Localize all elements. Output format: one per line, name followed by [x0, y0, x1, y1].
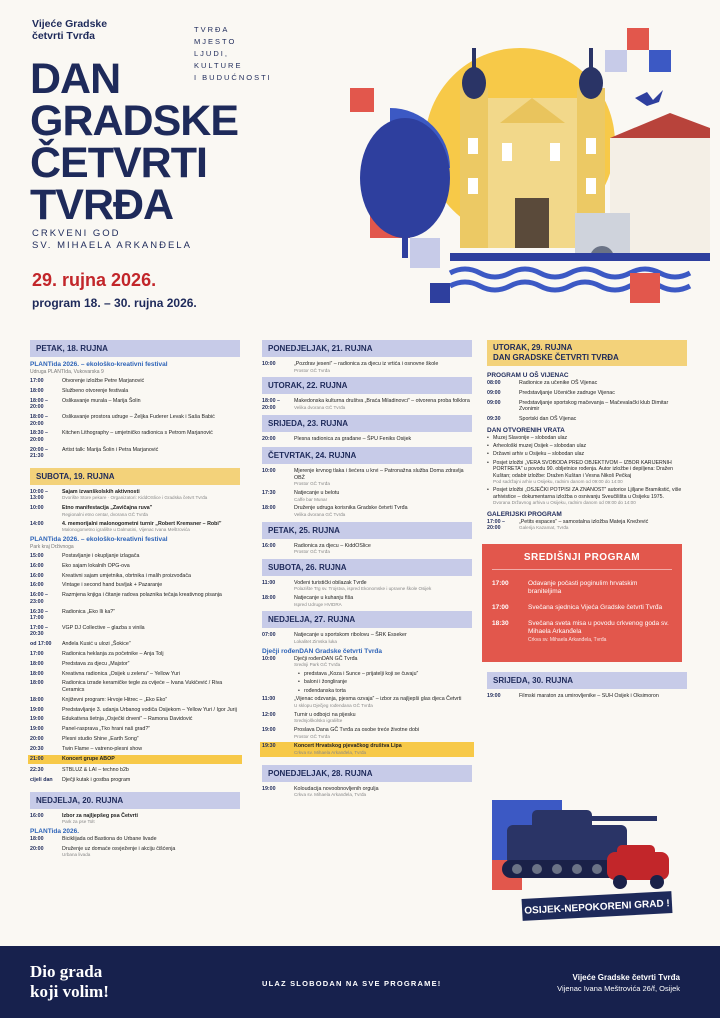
day-header: PETAK, 18. RUJNA [30, 340, 240, 357]
event-title: Oslikavanje prostora udruge – Željka Fuderer Levak i Saša Babić [62, 413, 215, 420]
column-3 [487, 336, 687, 703]
event-row [487, 519, 687, 532]
central-event-row [492, 604, 672, 612]
event-row [30, 716, 240, 723]
event-title: Filmski maraton za umirovljenike – SUH Osijek i Oksimoron [519, 692, 659, 699]
day-header: NEDJELJA, 20. RUJNA [30, 792, 240, 809]
event-location: Prostor GČ Tvrđa [294, 549, 330, 555]
event-row [30, 553, 240, 560]
event-title: Književni program: Hrvoje Hitrec – „Eko Eko” [62, 696, 168, 703]
event-time: cijeli dan [30, 777, 53, 783]
event-time: 14:00 [30, 520, 44, 527]
event-time: 20:00 [262, 436, 276, 443]
event-title: Svečana sveta misa u povodu crkvenog goda sv. Mihaela Arkanđela [528, 619, 669, 635]
column-2 [262, 336, 472, 801]
event-row [487, 400, 687, 413]
event-row [487, 693, 687, 700]
event-title: Turnir u odbojci na pijesku [294, 711, 356, 718]
event-row [30, 573, 240, 580]
event-title: Biciklijada od Bastiona do Urbane livade [62, 835, 157, 842]
event-time: 18:00 – 20:00 [262, 398, 280, 411]
event-time: 20:00 [30, 845, 44, 852]
event-title: „Pozdrav jeseni” – radionica za djecu iz vrtića i osnovne škole [294, 361, 439, 367]
section-title: DAN OTVORENIH VRATA [487, 426, 565, 434]
event-row [30, 505, 240, 517]
central-event-row [492, 580, 672, 596]
event-title: Edukativna šetnja „Osječki drveni” – Ramona Davidović [62, 716, 193, 723]
event-location: Malonogometno igralište u Dalmatini, Vijenac Ivana Meštrovića [62, 527, 190, 533]
event-title: „Vijenac odzvanja, pjesma ozvaja” – izbor za najljepši glas djeca Četvrti [294, 696, 462, 703]
day-header: SRIJEDA, 30. RUJNA [487, 672, 687, 689]
event-row [262, 468, 472, 487]
event-row [262, 580, 472, 592]
event-time: 20:00 [30, 735, 44, 742]
event-time: 08:00 [487, 380, 501, 386]
event-title: Eko sajam lokalnih OPG-ova [62, 562, 130, 569]
event-title: Kitchen Lithography – umjetničko radionica s Petrom Marjanović [62, 430, 213, 437]
central-program-box [482, 544, 682, 662]
church-illustration [350, 28, 710, 318]
event-time: 19:00 [262, 726, 276, 733]
list-item: • Muzej Slavonije – slobodan ulaz [487, 435, 687, 441]
event-title: Natjecanje u belotu [294, 489, 340, 496]
event-time: 18:00 [262, 505, 276, 512]
tank-sign-text: OSIJEK-NEPOKORENI GRAD ! [524, 898, 671, 917]
event-time: 10:00 – 13:00 [30, 488, 48, 502]
central-program-title: SREDIŠNJI PROGRAM [492, 552, 672, 570]
event-row [30, 767, 240, 774]
event-title: Kreativna radionica „Osijek u zelenu” – Yellow Yuri [62, 670, 180, 677]
section-title: PLANTida 2026. – ekološko-kreativni festival [30, 536, 168, 543]
event-location: Velika dvorana GČ Tvrđa [294, 404, 346, 410]
event-title: Odavanje počasti poginulim hrvatskim braniteljima [528, 579, 638, 595]
section-title: GALERIJSKI PROGRAM [487, 510, 562, 518]
event-location: Velika dvorana GČ Tvrđa [294, 511, 346, 517]
event-title: 4. memorijalni malonogometni turnir „Robert Kremsner – Robi” [62, 520, 222, 527]
event-title: Izbor za najljepšeg psa Četvrti [62, 812, 138, 819]
event-row [262, 361, 472, 373]
event-row [262, 436, 472, 443]
event-row [30, 592, 240, 605]
event-title: Službeno otvorenje festivala [62, 387, 129, 394]
page-title: DAN GRADSKE ČETVRTI TVRĐA [30, 55, 239, 229]
event-time: 11:00 [262, 696, 276, 703]
event-time: 16:00 [262, 542, 276, 549]
event-time: 18:00 – 20:00 [30, 413, 48, 427]
event-title: Sportski dan OŠ Vijenac [519, 415, 577, 422]
event-row [30, 414, 240, 427]
event-title: Etno manifestacija „Zavičajna ruva” [62, 505, 153, 512]
event-row [30, 846, 240, 858]
highlight-event: 21:00 Koncert grupe ABOP [28, 755, 242, 764]
event-time: 19:00 [262, 785, 276, 792]
event-location: Srednjoškolsko igralište [294, 718, 343, 724]
day-header: UTORAK, 22. RUJNA [262, 377, 472, 394]
event-time: 16:00 [30, 562, 44, 569]
event-row [262, 727, 472, 739]
event-row [30, 563, 240, 570]
event-time: 11:00 [262, 579, 276, 586]
event-title: Radionice za učenike OŠ Vijenac [519, 380, 598, 386]
event-location: Park za pse Tolt [62, 819, 95, 825]
event-time: 17:00 [492, 603, 509, 611]
event-time: 18:30 – 20:00 [30, 430, 48, 443]
event-location: Prostor GČ Tvrđa [294, 481, 330, 487]
event-title: Oslikavanje murala – Marija Šolin [62, 397, 141, 404]
event-row [30, 388, 240, 395]
event-row [30, 661, 240, 668]
list-item: • Arheološki muzej Osijek – slobodan ulaz [487, 443, 687, 449]
event-row [30, 398, 240, 411]
motto: TVRĐA MJESTO LJUDI, KULTURE I BUDUĆNOSTI [194, 25, 272, 82]
day-header: NEDJELJA, 27. RUJNA [262, 611, 472, 628]
organizer-info: Vijeće Gradske četvrti Tvrđa Vijenac Ivana Meštrovića 26/f, Osijek [557, 973, 680, 993]
section-title: Dječji rođenDAN Gradske četvrti Tvrđa [262, 647, 382, 655]
event-location: Crkva sv. Mihaela Arkanđela, Tvrđa [528, 636, 607, 643]
event-time: 18:00 [262, 595, 276, 602]
event-time: 10:00 [262, 361, 276, 367]
section-title: PROGRAM U OŠ VIJENAC [487, 372, 569, 379]
day-header: PETAK, 25. RUJNA [262, 522, 472, 539]
event-location: Pod sadržajni arhiv u Osijeku, radnim danom od 09:00 do 14:00 [493, 478, 623, 484]
event-time: 10:00 [30, 505, 44, 512]
event-title: Artist talk: Marija Šolin i Petra Marjanović [62, 446, 159, 453]
event-title: Plesni studio Shine „Earth Song” [62, 735, 139, 742]
event-location: Urbana livada [62, 852, 91, 858]
event-time: 18:30 [492, 619, 509, 627]
event-title: Postavljanje i okupljanje izlagača [62, 553, 140, 559]
event-title: Razmjena knjiga i čitanje radova polaznika tečaja kreativnog pisanja [62, 592, 222, 599]
event-title: Proslava Dana GČ Tvrđa za osobe treće životne dobi [294, 726, 420, 733]
event-time: 16:00 [30, 572, 44, 579]
event-location: U sklopu Dječjeg rođendana GČ Tvrđa [294, 702, 373, 708]
event-title: Natjecanje u sportskom ribolovu – ŠRK Esseker [294, 632, 407, 639]
event-row [30, 813, 240, 825]
highlight-event: 19:30 Koncert Hrvatskog pjevačkog društva Lipa Crkva sv. Mihaela Arkanđela, Tvrđa [260, 742, 474, 756]
event-title: Predstava za djecu „Majstor” [62, 660, 130, 667]
event-time: 19:00 [30, 706, 44, 713]
event-title: Radionica izrade keramičke tegle za cvijeće – Ivana Vukičević / Riva Ceramics [62, 680, 223, 693]
event-title: Plesna radionica za građane – ŠPU Feniks Osijek [294, 436, 412, 443]
event-time: 09:00 [487, 389, 501, 396]
event-row [487, 380, 687, 387]
event-row [30, 489, 240, 502]
event-row [30, 836, 240, 843]
event-location: Prostor GČ Tvrđa [294, 367, 330, 373]
event-time: 19:00 [30, 726, 44, 733]
event-title: STBLUZ & LAI – techno b2b [62, 767, 129, 774]
column-1 [30, 336, 240, 861]
event-time: 18:00 – 20:00 [30, 397, 48, 411]
event-title: „Petits espaces” – samostalna izložba Mateja Knežević [519, 518, 649, 525]
event-title: Twin Flame – vatreno-plesni show [62, 745, 143, 752]
event-row [262, 696, 472, 708]
event-row [30, 641, 240, 648]
section-location: Park kraj Drživnoga [30, 544, 74, 550]
event-title: Predstavljanje 3. udanja Urbanog vodiča Osijekom – Yellow Yuri / Igor Jurij [62, 706, 237, 713]
list-item: • Posjet izložbi „OSJEČKI POTPISI ZA ZNANOST” autorice Ljiljane Bramikstić, više arhivistice – dokumentarna izložba o osnivanju Sveučilišta u Osijeku 1975. Dvorana Državnog arhiva u Osijeku, radnim danom od 09:00 do 14:00 [487, 487, 687, 506]
event-time: 17:00 [492, 579, 509, 587]
event-time: 18:00 [30, 696, 44, 703]
event-time: 16:00 – 23:00 [30, 592, 48, 605]
event-title: Predstavljanje Učeničke zadruge Vijenac [519, 389, 615, 396]
event-date: 29. rujna 2026. [32, 270, 157, 290]
event-time: 17:00 – 20:00 [487, 518, 505, 532]
event-row [262, 712, 472, 724]
event-row [487, 390, 687, 397]
event-time: 16:30 – 17:00 [30, 608, 48, 622]
event-row [30, 625, 240, 638]
event-location: Lokalitet Zimska luka [294, 638, 337, 644]
day-header: PONEDJELJAK, 28. RUJNA [262, 765, 472, 782]
event-location: Polazište Trg sv. Trojstva, ispred Ekonomske i upravne škole Osijek [294, 586, 432, 592]
event-row: 10:00 Dječji rođenDAN GČ Tvrđa Srednji Park GČ Tvrđa [262, 655, 358, 668]
subtitle: CRKVENI GOD SV. MIHAELA ARKANĐELA [32, 228, 192, 251]
event-time: 16:00 [30, 812, 44, 819]
event-row [262, 490, 472, 502]
event-time: 09:30 [487, 415, 501, 422]
event-title: Mjerenje krvnog tlaka i šećera u krvi – Patronažna služba Doma zdravlja OBŽ [294, 467, 464, 481]
event-title: Svečana sjednica Vijeća Gradske četvrti Tvrđa [528, 603, 663, 611]
event-time: 12:00 [262, 711, 276, 718]
event-row [30, 697, 240, 704]
event-time: 19:00 [487, 692, 501, 699]
event-row [30, 378, 240, 385]
event-time: 18:00 [30, 387, 44, 394]
list-item: • Državni arhiv u Osijeku – slobodan ulaz [487, 451, 687, 457]
event-time: 19:00 [30, 716, 44, 723]
event-row [30, 736, 240, 743]
event-time: 18:00 [30, 835, 44, 842]
event-title: VGP DJ Collective – glazba s vinila [62, 624, 145, 631]
event-time: 15:00 [30, 553, 44, 559]
central-event-row [492, 620, 672, 644]
event-title: Otvorenje izložbe Petre Marjanović [62, 378, 145, 384]
program-range: program 18. – 30. rujna 2026. [32, 296, 197, 310]
section-title: PLANTida 2026. – ekološko-kreativni festival [30, 361, 168, 368]
event-time: 18:00 [30, 660, 44, 667]
event-time: 17:00 [30, 651, 44, 658]
event-time: 20:30 [30, 745, 44, 752]
event-title: Radionica za djecu – KiddOSlice [294, 542, 371, 549]
event-time: 18:00 [30, 670, 44, 677]
day-header: UTORAK, 29. RUJNA DAN GRADSKE ČETVRTI TVRĐA [487, 340, 687, 366]
bullet-list [262, 671, 472, 694]
event-row [262, 595, 472, 607]
event-title: Druženje udruga korisnika Gradske četvrti Tvrđa [294, 505, 408, 512]
event-row [30, 651, 240, 658]
event-location: Crkva sv. Mihaela Arkanđela, Tvrđa [294, 792, 367, 798]
event-row [30, 726, 240, 733]
event-row [30, 447, 240, 460]
list-item: • Posjet izložbi „VERA SVOBODA PRED OBJEKTIVOM – IZBOR KARIJERNIH PORTRETA” u povodu 90. obljetnice rođenja. Autor izložbe i depiljena: Dražen Kuštan; odabir izložbe: Dražen Kuštan i Vesna Nikoš Pečkaj Pod sadržajni arhiv u Osijeku, radnim danom od 09:00 do 14:00 [487, 460, 687, 486]
event-row [487, 416, 687, 423]
day-header: ČETVRTAK, 24. RUJNA [262, 447, 472, 464]
event-location: Dvorana Državnog arhiva u Osijeku, radnim danom od 09:00 do 14:00 [493, 500, 636, 506]
list-item: • predstava „Koza i Sunce – prijatelji koji se čuvaju” [298, 671, 472, 677]
event-title: Koloudacija novoobnovljenih orgulja [294, 785, 379, 792]
event-row [30, 680, 240, 693]
event-location: Ispred Udruge HVIDRA [294, 601, 342, 607]
event-title: Makedonska kulturna društva „Braća Miladinovci” – otvorena proba folklora [294, 398, 470, 405]
event-title: Kreativni sajam umjetnika, obrtnika i malih proizvođača [62, 572, 191, 579]
event-title: Natjecanje u kuhanju fiša [294, 595, 354, 602]
event-time: 17:30 [262, 489, 276, 496]
section-title: PLANTida 2026. [30, 827, 80, 835]
event-time: 17:00 [30, 378, 44, 384]
event-time: od 17:00 [30, 641, 52, 648]
council-name: Vijeće Gradske četvrti Tvrđa [32, 18, 108, 42]
day-header: SUBOTA, 19. RUJNA [30, 468, 240, 485]
event-title: Vintage i second hand buvljak + Pazaranje [62, 582, 163, 589]
list-item: • baloni i žongliranje [298, 679, 472, 685]
event-time: 07:00 [262, 632, 276, 639]
event-row [262, 543, 472, 555]
event-title: Vođeni turistički obilazak Tvrđe [294, 579, 367, 586]
event-time: 18:00 [30, 680, 44, 687]
event-title: Radionica heklanja za početnike – Anja Tolj [62, 651, 164, 658]
free-entry-note: ULAZ SLOBODAN NA SVE PROGRAME! [262, 979, 442, 988]
event-time: 22:30 [30, 767, 44, 774]
event-title: Radionica „Eko Ili ka?” [62, 608, 115, 615]
event-row [262, 398, 472, 411]
event-row [30, 521, 240, 533]
event-title: Dječji kutak i gostba program [62, 777, 131, 783]
event-location: Regionalni etno centar, dvorana GČ Tvrđa [62, 511, 148, 517]
event-row [262, 632, 472, 644]
event-time: 16:00 [30, 582, 44, 589]
event-row [30, 430, 240, 443]
event-title: Anđela Kusić u ulozi „Šokice” [62, 641, 131, 648]
event-time: 20:00 – 21:30 [30, 446, 48, 460]
event-row [30, 777, 240, 784]
event-title: Panel-rasprava „Tko hrani naš grad?” [62, 726, 151, 733]
event-location: Dvorište Store pekare · Organizatori: KiddOSlice i Gradska četvrt Tvrđa [62, 495, 208, 501]
event-row [262, 505, 472, 517]
event-location: Prostor GČ Tvrđa [294, 733, 330, 739]
event-time: 17:00 – 20:30 [30, 624, 48, 638]
day-header: SUBOTA, 26. RUJNA [262, 559, 472, 576]
event-row [262, 786, 472, 798]
event-title: Druženje uz domaće osvježenje i akciju čišćenja [62, 845, 176, 852]
day-header: PONEDJELJAK, 21. RUJNA [262, 340, 472, 357]
event-title: Sajam izvanškolskih aktivnosti [62, 488, 140, 495]
event-title: Predstavljanje sportskog mačevanja – Mačevalački klub Dimitar Zvonimir [519, 399, 669, 413]
section-location: Udruga PLANTIda, Vukovarska 9 [30, 369, 104, 375]
event-time: 10:00 [262, 467, 276, 474]
footer-slogan: Dio grada koji volim! [30, 962, 109, 1001]
footer [0, 946, 720, 1018]
poster-header [0, 0, 720, 320]
event-location: Caffe bar Munar [294, 496, 328, 502]
day-header: SRIJEDA, 23. RUJNA [262, 415, 472, 432]
event-row [30, 671, 240, 678]
event-row [30, 707, 240, 714]
event-row [30, 609, 240, 622]
list-item: • rođendanska torta [298, 688, 472, 694]
event-time: 09:00 [487, 399, 501, 406]
event-location: Galerija Kazamat, Tvrđa [519, 525, 569, 531]
event-row [30, 582, 240, 589]
tank-illustration [487, 790, 692, 930]
event-row [30, 746, 240, 753]
